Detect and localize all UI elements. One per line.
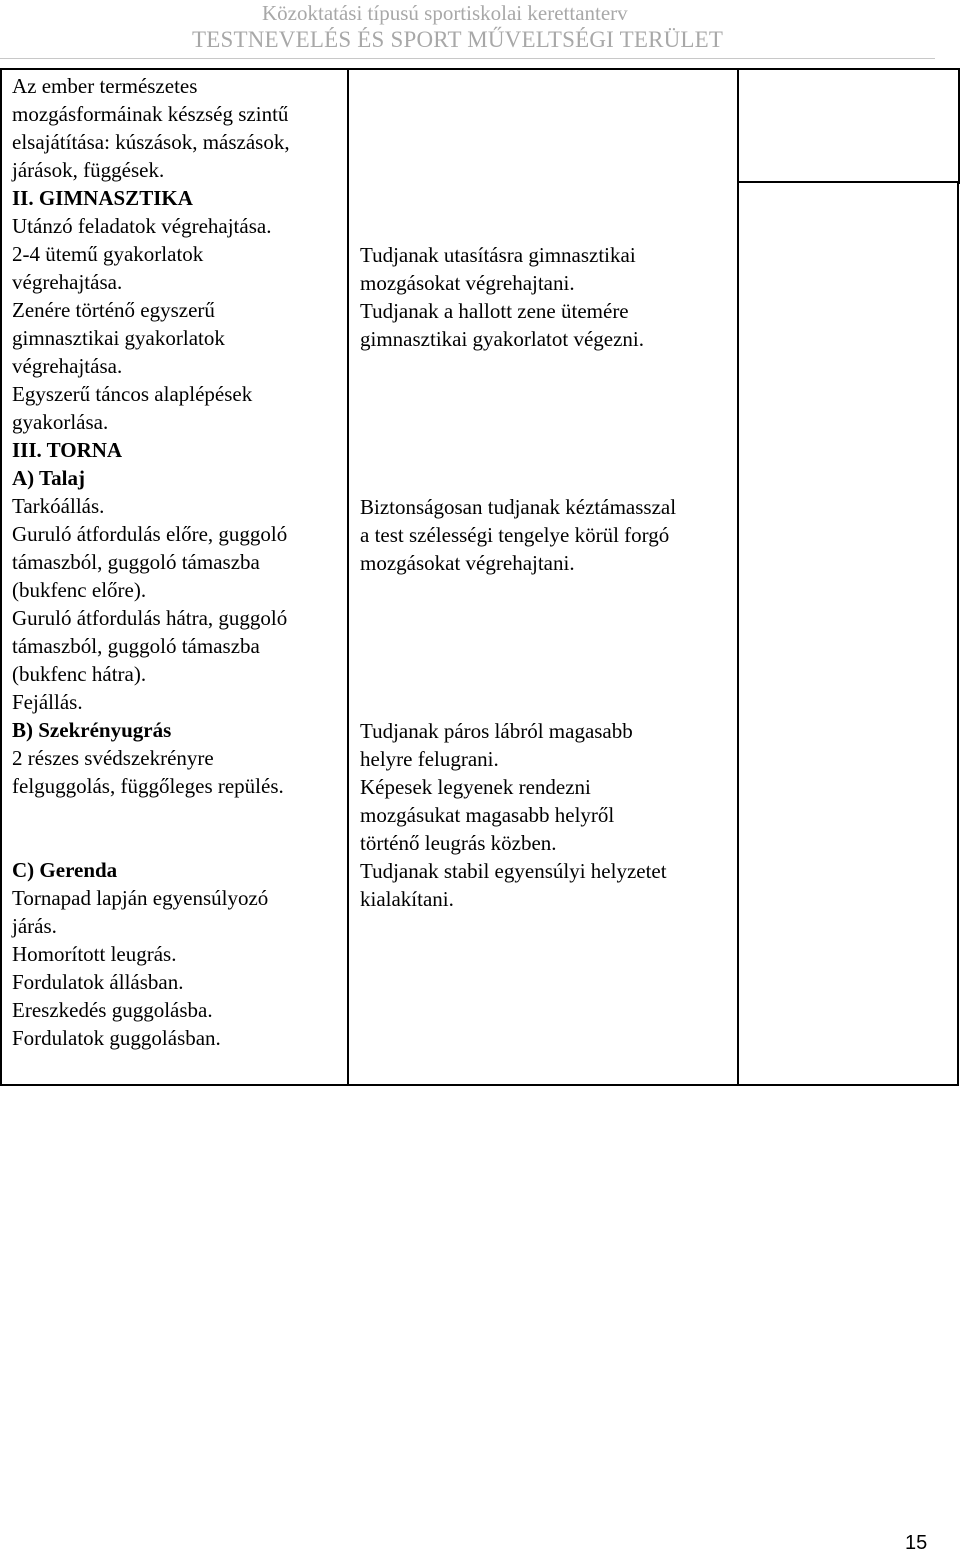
table-divider-1 — [347, 68, 349, 1086]
outcome-line: Tudjanak utasításra gimnasztikai — [360, 243, 636, 267]
outcome-line: Tudjanak páros lábról magasabb — [360, 719, 633, 743]
content-line: Tornapad lapján egyensúlyozó — [12, 886, 269, 910]
spacer-line — [360, 605, 676, 633]
content-line: támaszból, guggoló támaszba — [12, 634, 260, 658]
page-number: 15 — [905, 1532, 928, 1554]
section-heading: C) Gerenda — [12, 858, 118, 882]
content-line: végrehajtása. — [12, 270, 123, 294]
spacer-line — [360, 577, 676, 605]
outcome-line: kialakítani. — [360, 887, 454, 911]
table-border-bottom — [0, 1084, 959, 1086]
content-line: Utánzó feladatok végrehajtása. — [12, 214, 272, 238]
outcome-line: mozgásukat magasabb helyről — [360, 803, 615, 827]
content-line: járások, függések. — [12, 158, 165, 182]
table-border-right-bottom — [957, 182, 959, 1086]
spacer-line — [360, 381, 676, 409]
content-line: Guruló átfordulás hátra, guggoló — [12, 606, 288, 630]
content-line: (bukfenc hátra). — [12, 662, 147, 686]
content-line: Zenére történő egyszerű — [12, 298, 215, 322]
left-column-content — [12, 72, 290, 1052]
table-border-left — [0, 68, 2, 1086]
outcome-line: Biztonságosan tudjanak kéztámasszal — [360, 495, 677, 519]
content-line: Fordulatok guggolásban. — [12, 1026, 221, 1050]
content-line: támaszból, guggoló támaszba — [12, 550, 260, 574]
table-divider-2 — [737, 68, 739, 1086]
outcome-line: Tudjanak stabil egyensúlyi helyzetet — [360, 859, 667, 883]
spacer-line — [360, 689, 676, 717]
content-line: járás. — [12, 914, 57, 938]
spacer-line — [360, 661, 676, 689]
table-border-top — [0, 68, 960, 70]
table-row-separator — [737, 181, 960, 183]
section-heading: A) Talaj — [12, 466, 85, 490]
outcome-line: mozgásokat végrehajtani. — [360, 551, 575, 575]
content-line: mozgásformáinak készség szintű — [12, 102, 289, 126]
content-line: Ereszkedés guggolásba. — [12, 998, 213, 1022]
content-line: Homorított leugrás. — [12, 942, 177, 966]
content-line — [12, 828, 290, 856]
middle-column-content — [360, 241, 676, 913]
content-line: Fordulatok állásban. — [12, 970, 184, 994]
section-heading: III. TORNA — [12, 438, 123, 462]
content-line: Az ember természetes — [12, 74, 198, 98]
content-line: gyakorlása. — [12, 410, 109, 434]
section-heading: B) Szekrényugrás — [12, 718, 172, 742]
outcome-line: mozgásokat végrehajtani. — [360, 271, 575, 295]
content-line: végrehajtása. — [12, 354, 123, 378]
content-line: gimnasztikai gyakorlatok — [12, 326, 225, 350]
outcome-line: történő leugrás közben. — [360, 831, 557, 855]
section-heading: II. GIMNASZTIKA — [12, 186, 193, 210]
content-line: felguggolás, függőleges repülés. — [12, 774, 284, 798]
outcome-line: Tudjanak a hallott zene ütemére — [360, 299, 629, 323]
content-line: 2 részes svédszekrényre — [12, 746, 214, 770]
content-line: Tarkóállás. — [12, 494, 105, 518]
content-line: (bukfenc előre). — [12, 578, 147, 602]
spacer-line — [360, 409, 676, 437]
content-line: Egyszerű táncos alaplépések — [12, 382, 253, 406]
content-line — [12, 800, 290, 828]
outcome-line: Képesek legyenek rendezni — [360, 775, 591, 799]
outcome-line: helyre felugrani. — [360, 747, 499, 771]
content-line: elsajátítása: kúszások, mászások, — [12, 130, 290, 154]
spacer-line — [360, 353, 676, 381]
outcome-line: gimnasztikai gyakorlatot végezni. — [360, 327, 644, 351]
header-subject-area: TESTNEVELÉS ÉS SPORT MŰVELTSÉGI TERÜLET — [192, 27, 724, 52]
content-line: Fejállás. — [12, 690, 83, 714]
header-curriculum-title: Közoktatási típusú sportiskolai kerettanterv — [262, 1, 628, 25]
spacer-line — [360, 465, 676, 493]
outcome-line: a test szélességi tengelye körül forgó — [360, 523, 670, 547]
content-line: 2-4 ütemű gyakorlatok — [12, 242, 204, 266]
content-line: Guruló átfordulás előre, guggoló — [12, 522, 288, 546]
spacer-line — [360, 437, 676, 465]
spacer-line — [360, 633, 676, 661]
